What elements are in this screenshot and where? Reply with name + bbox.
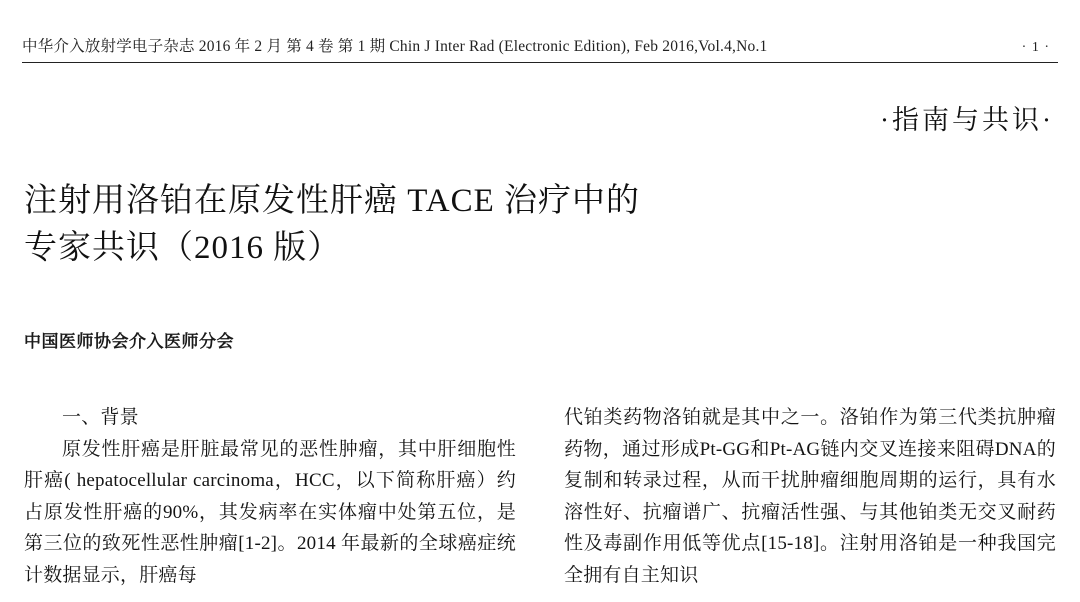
author-organization: 中国医师协会介入医师分会 (24, 332, 234, 351)
journal-citation: 中华介入放射学电子杂志 2016 年 2 月 第 4 卷 第 1 期 Chin J Inter Rad (Electronic Edition), Feb 2016,Vol.4,No.1 (22, 38, 768, 55)
article-category: ·指南与共识· (880, 105, 1054, 135)
title-line-2: 专家共识（2016 版） (24, 230, 342, 266)
running-head (22, 34, 1058, 56)
column-right (564, 402, 1056, 602)
paragraph: 代铂类药物洛铂就是其中之一。洛铂作为第三代类抗肿瘤药物，通过形成Pt-GG和Pt-AG链内交叉连接来阻碍DNA的复制和转录过程，从而干扰肿瘤细胞周期的运行，具有水溶性好、抗瘤谱广、抗瘤活性强、与其他铂类无交叉耐药性及毒副作用低等优点[15-18]。注射用洛铂是一种我国完全拥有自主知识 (564, 407, 1056, 586)
paragraph: 原发性肝癌是肝脏最常见的恶性肿瘤，其中肝细胞性肝癌( hepatocellular carcinoma，HCC，以下简称肝癌）约占原发性肝癌的90%，其发病率在实体瘤中处第五位，是第三位的致死性恶性肿瘤[1-2]。2014 年最新的全球癌症统计数据显示，肝癌每 (24, 438, 516, 586)
title-line-1: 注射用洛铂在原发性肝癌 TACE 治疗中的 (24, 183, 641, 219)
page-number: · 1 · (1021, 40, 1050, 55)
section-heading: 一、背景 (62, 407, 139, 428)
column-left (24, 402, 516, 602)
page-title (24, 178, 924, 272)
header-divider (22, 62, 1058, 63)
body-columns (24, 402, 1056, 602)
